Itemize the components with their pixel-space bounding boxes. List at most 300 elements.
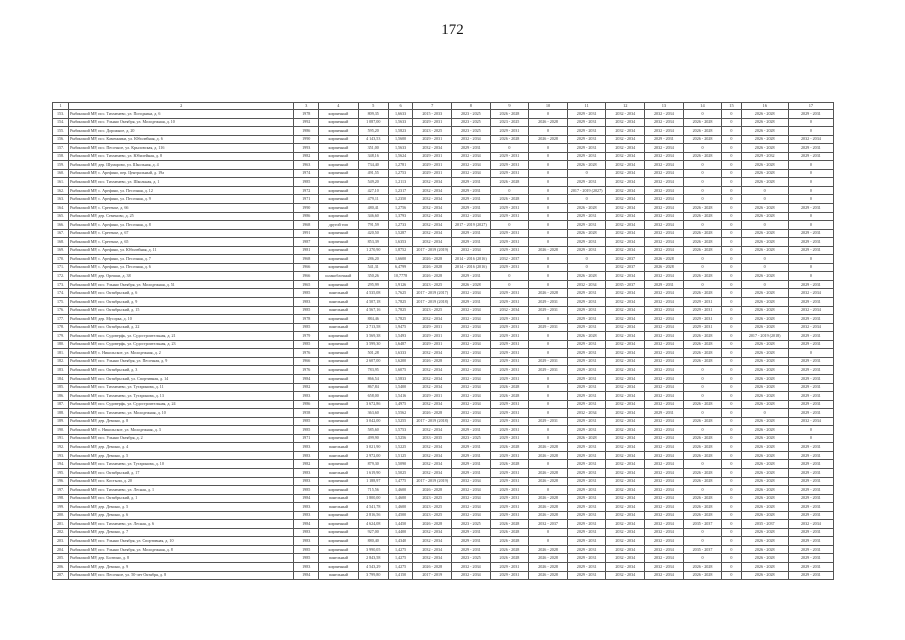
- table-cell: 2029 - 2031: [490, 289, 529, 298]
- table-cell: 2032 - 2034: [645, 571, 684, 580]
- table-cell: 2023 - 2025: [413, 306, 452, 315]
- table-cell: 0: [722, 374, 741, 383]
- table-cell: 2026 - 2028: [413, 263, 452, 272]
- table-cell: 2032 - 2034: [645, 152, 684, 161]
- table-cell: 2032 - 2034: [606, 392, 645, 401]
- table-cell: 0: [529, 400, 568, 409]
- row-number-cell: 200.: [53, 511, 69, 520]
- address-cell: Рыбинский МР, дер. Демино, д. 8: [69, 417, 294, 426]
- table-cell: 2023 - 2025: [413, 127, 452, 136]
- table-cell: 2032 - 2034: [645, 306, 684, 315]
- address-cell: Рыбинский МР, пос. Тихменево, ул. Лесная, д. 1: [69, 486, 294, 495]
- column-number-cell: 8: [452, 103, 491, 110]
- table-cell: 2029 - 2031: [490, 374, 529, 383]
- table-cell: 0: [683, 366, 722, 375]
- table-cell: 1985: [294, 178, 319, 187]
- table-cell: 0: [567, 195, 606, 204]
- table-cell: 2032 - 2034: [606, 204, 645, 213]
- table-cell: 2026 - 2028: [490, 554, 529, 563]
- table-cell: 2023 - 2025: [452, 434, 491, 443]
- table-cell: 2032 - 2034: [645, 238, 684, 247]
- table-cell: кирпичный: [319, 169, 359, 178]
- table-cell: 0: [722, 468, 741, 477]
- table-cell: 2029 - 2031: [567, 426, 606, 435]
- table-cell: 2026 - 2028: [683, 357, 722, 366]
- table-cell: 0: [722, 272, 741, 281]
- table-cell: 2029 - 2031: [452, 426, 491, 435]
- table-cell: 1985: [294, 289, 319, 298]
- table-cell: 2026 - 2028: [529, 135, 568, 144]
- table-row: [53, 426, 834, 435]
- table-row: [53, 186, 834, 195]
- table-cell: 2032 - 2034: [788, 306, 833, 315]
- table-cell: 809,35: [358, 110, 388, 119]
- table-cell: 2026 - 2028: [490, 443, 529, 452]
- table-cell: 2026 - 2028: [741, 306, 788, 315]
- table-cell: 2029 - 2031: [567, 246, 606, 255]
- table-cell: 2026 - 2028: [683, 152, 722, 161]
- table-cell: 595,20: [358, 127, 388, 136]
- table-cell: 2032 - 2034: [645, 392, 684, 401]
- table-cell: 2029 - 2031: [567, 238, 606, 247]
- table-cell: 2029 - 2031: [788, 537, 833, 546]
- table-cell: 1,2753: [388, 169, 413, 178]
- table-cell: 0: [741, 186, 788, 195]
- table-cell: 2026 - 2028: [413, 520, 452, 529]
- table-cell: 2029 - 2031: [788, 486, 833, 495]
- table-cell: 2035 - 2037: [606, 280, 645, 289]
- address-cell: Рыбинский МР, пос. Октябрьский, ул. Спортивная, д. 14: [69, 374, 294, 383]
- address-cell: Рыбинский МР, пос. Песочное, ул. Крыловская, д. 116: [69, 144, 294, 153]
- table-cell: 1,5400: [388, 383, 413, 392]
- table-cell: 2026 - 2028: [741, 135, 788, 144]
- address-cell: Рыбинский МР, пос. Октябрьский, д. 9: [69, 298, 294, 307]
- table-cell: 2029 - 2031: [645, 280, 684, 289]
- table-cell: 1990: [294, 204, 319, 213]
- table-cell: 2029 - 2031: [567, 357, 606, 366]
- table-cell: 2032 - 2034: [606, 315, 645, 324]
- table-cell: 0: [788, 186, 833, 195]
- table-cell: 2029 - 2031: [490, 349, 529, 358]
- table-cell: 2032 - 2034: [606, 298, 645, 307]
- table-cell: 2032 - 2034: [452, 340, 491, 349]
- table-cell: 2026 - 2028: [741, 383, 788, 392]
- table-cell: 2029 - 2031: [645, 135, 684, 144]
- table-cell: 2029 - 2031: [413, 392, 452, 401]
- table-cell: панельный: [319, 494, 359, 503]
- column-number-cell: 13: [645, 103, 684, 110]
- table-cell: 2029 - 2031: [567, 486, 606, 495]
- table-cell: 3 599,30: [358, 340, 388, 349]
- address-cell: Рыбинский МР, пос. Тихменево, ул. Лесная, д. 6: [69, 520, 294, 529]
- table-cell: 2032 - 2034: [606, 486, 645, 495]
- table-cell: 4 543,29: [358, 562, 388, 571]
- table-cell: 1,8752: [388, 246, 413, 255]
- table-cell: 1,7825: [388, 315, 413, 324]
- table-cell: кирпичный: [319, 238, 359, 247]
- table-cell: 0: [683, 409, 722, 418]
- table-cell: 2032 - 2034: [645, 289, 684, 298]
- table-cell: 1,4275: [388, 562, 413, 571]
- table-cell: 2 607,00: [358, 357, 388, 366]
- table-cell: 2026 - 2028: [683, 229, 722, 238]
- table-cell: 2029 - 2031: [788, 144, 833, 153]
- table-cell: 2029 - 2031: [567, 400, 606, 409]
- table-cell: 2032 - 2034: [645, 357, 684, 366]
- table-cell: 2029 - 2031: [788, 298, 833, 307]
- table-cell: 2032 - 2034: [645, 494, 684, 503]
- table-row: [53, 357, 834, 366]
- table-cell: 1,5225: [388, 443, 413, 452]
- table-cell: 2029 - 2031: [452, 545, 491, 554]
- table-cell: 2032 - 2034: [645, 366, 684, 375]
- table-cell: 2032 - 2034: [645, 272, 684, 281]
- table-cell: кирпичный: [319, 400, 359, 409]
- table-cell: 2029 - 2031: [490, 468, 529, 477]
- table-cell: 2029 - 2031: [490, 503, 529, 512]
- address-cell: Рыбинский МР, пос. Судоверфь, ул. Судостроительная, д. 23: [69, 340, 294, 349]
- table-cell: 0: [722, 460, 741, 469]
- table-cell: 0: [722, 477, 741, 486]
- table-cell: 1,4975: [388, 400, 413, 409]
- table-cell: 350,26: [358, 272, 388, 281]
- table-cell: 2032 - 2034: [452, 374, 491, 383]
- table-cell: 499,90: [358, 434, 388, 443]
- table-cell: 2032 - 2034: [413, 178, 452, 187]
- table-cell: 2029 - 2031: [490, 562, 529, 571]
- table-cell: 2029 - 2031: [788, 511, 833, 520]
- table-cell: 1,5125: [388, 451, 413, 460]
- table-cell: 4 507,18: [358, 298, 388, 307]
- table-cell: 2026 - 2028: [529, 571, 568, 580]
- table-cell: 2032 - 2034: [413, 229, 452, 238]
- table-cell: 0: [722, 186, 741, 195]
- table-cell: 2029 - 2031: [567, 571, 606, 580]
- table-cell: 2029 - 2031: [490, 127, 529, 136]
- table-cell: 2029 - 2031: [788, 280, 833, 289]
- column-number-cell: 5: [358, 103, 388, 110]
- table-row: [53, 238, 834, 247]
- table-cell: 2029 - 2031: [490, 340, 529, 349]
- table-cell: 0: [722, 195, 741, 204]
- table-cell: 0: [722, 152, 741, 161]
- table-cell: 2 843,58: [358, 554, 388, 563]
- table-cell: кирпичный: [319, 144, 359, 153]
- table-cell: 2032 - 2034: [606, 434, 645, 443]
- table-cell: 0: [683, 169, 722, 178]
- table-cell: кирпичный: [319, 186, 359, 195]
- table-cell: 2032 - 2034: [452, 289, 491, 298]
- table-row: [53, 383, 834, 392]
- table-cell: 0: [788, 127, 833, 136]
- table-cell: 1,9475: [388, 323, 413, 332]
- table-cell: 0: [529, 460, 568, 469]
- table-cell: 2029 - 2031: [452, 537, 491, 546]
- table-cell: 2026 - 2028: [529, 246, 568, 255]
- table-cell: 2029 - 2031: [567, 144, 606, 153]
- table-cell: 1991: [294, 229, 319, 238]
- table-cell: 2026 - 2028: [683, 272, 722, 281]
- table-cell: 2032 - 2034: [606, 186, 645, 195]
- table-cell: 2029 - 2031: [490, 486, 529, 495]
- table-cell: 853,39: [358, 238, 388, 247]
- table-row: [53, 468, 834, 477]
- table-cell: 3 799,80: [358, 571, 388, 580]
- table-cell: 0: [722, 537, 741, 546]
- table-row: [53, 451, 834, 460]
- table-cell: 0: [741, 280, 788, 289]
- table-cell: 363,60: [358, 409, 388, 418]
- table-cell: 2026 - 2028: [683, 127, 722, 136]
- table-cell: 2026 - 2028: [645, 263, 684, 272]
- row-number-cell: 204.: [53, 545, 69, 554]
- table-cell: 0: [722, 383, 741, 392]
- table-cell: панельный: [319, 289, 359, 298]
- table-cell: 1983: [294, 503, 319, 512]
- table-row: [53, 169, 834, 178]
- table-cell: 0: [722, 349, 741, 358]
- table-cell: панельный: [319, 298, 359, 307]
- table-row: [53, 571, 834, 580]
- table-cell: 2032 - 2034: [452, 349, 491, 358]
- table-cell: 2029 - 2031: [788, 494, 833, 503]
- table-cell: 0: [722, 434, 741, 443]
- row-number-cell: 197.: [53, 486, 69, 495]
- table-cell: 1,2733: [388, 221, 413, 230]
- table-cell: 2029 - 2031: [683, 315, 722, 324]
- table-cell: 2029 - 2031: [567, 511, 606, 520]
- table-cell: 2033 - 2035: [413, 434, 452, 443]
- table-cell: 1,4150: [388, 571, 413, 580]
- table-cell: 0: [683, 392, 722, 401]
- row-number-cell: 166.: [53, 221, 69, 230]
- table-cell: 2032 - 2034: [606, 178, 645, 187]
- table-cell: 1983: [294, 392, 319, 401]
- table-cell: 2029 - 2031: [788, 571, 833, 580]
- table-cell: 1,6600: [388, 255, 413, 264]
- table-cell: 2032 - 2034: [606, 417, 645, 426]
- table-row: [53, 562, 834, 571]
- table-cell: 2032 - 2034: [452, 417, 491, 426]
- table-cell: 1983: [294, 528, 319, 537]
- table-cell: 1,2317: [388, 186, 413, 195]
- table-cell: 1,2756: [388, 204, 413, 213]
- table-cell: 0: [788, 255, 833, 264]
- address-cell: Рыбинский МР, дер. Демино, д. 7: [69, 528, 294, 537]
- table-cell: 0: [722, 229, 741, 238]
- table-cell: 2029 - 2031: [788, 383, 833, 392]
- table-row: [53, 409, 834, 418]
- table-cell: 2032 - 2034: [413, 468, 452, 477]
- table-cell: 2026 - 2028: [683, 503, 722, 512]
- table-cell: 1992: [294, 118, 319, 127]
- table-cell: 0: [490, 186, 529, 195]
- table-cell: 1,6633: [388, 110, 413, 119]
- table-cell: 2032 - 2034: [645, 374, 684, 383]
- table-cell: 0: [683, 280, 722, 289]
- table-cell: 2032 - 2034: [606, 349, 645, 358]
- table-cell: 2029 - 2031: [567, 152, 606, 161]
- table-cell: 2032 - 2034: [645, 169, 684, 178]
- table-cell: 1,4600: [388, 503, 413, 512]
- column-number-cell: 6: [388, 103, 413, 110]
- table-row: [53, 161, 834, 170]
- table-cell: 2029 - 2031: [645, 409, 684, 418]
- table-cell: 0: [722, 511, 741, 520]
- table-cell: 2026 - 2028: [741, 298, 788, 307]
- table-cell: кирпичный: [319, 263, 359, 272]
- table-cell: панельный: [319, 503, 359, 512]
- table-row: [53, 392, 834, 401]
- address-cell: Рыбинский МР, пос. Октябрьский, д. 3: [69, 366, 294, 375]
- table-cell: 0: [722, 417, 741, 426]
- table-cell: кирпичный: [319, 255, 359, 264]
- table-cell: 2026 - 2028: [490, 528, 529, 537]
- table-cell: 2029 - 2031: [788, 400, 833, 409]
- table-cell: 491,55: [358, 169, 388, 178]
- table-cell: 2032 - 2034: [413, 204, 452, 213]
- table-cell: кирпичный: [319, 204, 359, 213]
- table-cell: 0: [788, 169, 833, 178]
- row-number-cell: 176.: [53, 306, 69, 315]
- address-cell: Рыбинский МР, пос. Судоверфь, ул. Судостроительная, д. 24: [69, 400, 294, 409]
- table-cell: 1986: [294, 400, 319, 409]
- table-cell: 0: [722, 340, 741, 349]
- table-cell: 2032 - 2034: [606, 272, 645, 281]
- table-cell: 2029 - 2031: [452, 195, 491, 204]
- table-cell: 2014 - 2016 (2016): [452, 263, 491, 272]
- table-cell: 1987: [294, 238, 319, 247]
- table-cell: 2032 - 2034: [645, 332, 684, 341]
- table-cell: 2017 - 2019 (2018): [741, 332, 788, 341]
- table-cell: 2026 - 2028: [741, 169, 788, 178]
- table-cell: 2026 - 2028: [741, 486, 788, 495]
- table-cell: 2026 - 2028: [490, 195, 529, 204]
- table-cell: 0: [722, 263, 741, 272]
- table-cell: 1,4275: [388, 554, 413, 563]
- address-cell: Рыбинский МР, пос. Октябрьский, д. 6: [69, 289, 294, 298]
- table-cell: 2029 - 2031: [788, 468, 833, 477]
- table-cell: 2029 - 2031: [490, 229, 529, 238]
- table-cell: 2026 - 2028: [741, 537, 788, 546]
- table-cell: 2032 - 2034: [606, 212, 645, 221]
- table-cell: 2032 - 2034: [606, 554, 645, 563]
- row-number-cell: 183.: [53, 366, 69, 375]
- table-cell: 2029 - 2031: [683, 306, 722, 315]
- table-cell: 2032 - 2034: [645, 451, 684, 460]
- table-cell: 1985: [294, 426, 319, 435]
- row-number-cell: 189.: [53, 417, 69, 426]
- table-cell: 1 188,97: [358, 477, 388, 486]
- table-cell: 1,4600: [388, 494, 413, 503]
- row-number-cell: 173.: [53, 280, 69, 289]
- table-cell: 4 624,08: [358, 520, 388, 529]
- table-cell: 2015 - 2033: [413, 110, 452, 119]
- address-cell: Рыбинский МР, пос. Октябрьский, д. 1: [69, 494, 294, 503]
- table-cell: 2026 - 2028: [683, 477, 722, 486]
- table-cell: 2029 - 2031: [452, 229, 491, 238]
- table-cell: 0: [788, 272, 833, 281]
- table-cell: 0: [529, 374, 568, 383]
- table-cell: кирпичный: [319, 135, 359, 144]
- table-cell: 4 143,53: [358, 135, 388, 144]
- table-cell: 2026 - 2028: [741, 323, 788, 332]
- table-cell: 0: [722, 357, 741, 366]
- table-cell: 2029 - 2031: [490, 494, 529, 503]
- table-cell: 2032 - 2034: [606, 409, 645, 418]
- address-cell: Рыбинский МР, пос. Судоверфь, ул. Судостроительная, д. 21: [69, 332, 294, 341]
- row-number-cell: 202.: [53, 528, 69, 537]
- table-cell: 2032 - 2034: [788, 323, 833, 332]
- table-cell: 0: [529, 178, 568, 187]
- table-cell: 2032 - 2034: [413, 460, 452, 469]
- table-cell: 2026 - 2028: [683, 562, 722, 571]
- table-cell: 2032 - 2034: [645, 195, 684, 204]
- table-cell: 0: [529, 255, 568, 264]
- table-cell: 1,4600: [388, 486, 413, 495]
- table-cell: 0: [529, 486, 568, 495]
- table-cell: 1 800,00: [358, 494, 388, 503]
- row-number-cell: 169.: [53, 246, 69, 255]
- table-cell: 0: [722, 161, 741, 170]
- table-cell: 2 713,58: [358, 323, 388, 332]
- table-cell: 0: [529, 144, 568, 153]
- table-cell: 2017 - 2019 (2017): [413, 289, 452, 298]
- table-cell: 2029 - 2031: [567, 562, 606, 571]
- table-cell: 0: [529, 238, 568, 247]
- table-cell: 0: [529, 161, 568, 170]
- table-cell: 2032 - 2034: [606, 357, 645, 366]
- table-cell: 0: [529, 152, 568, 161]
- table-cell: 2029 - 2031: [567, 451, 606, 460]
- table-cell: 2032 - 2034: [645, 434, 684, 443]
- table-cell: 1984: [294, 494, 319, 503]
- table-cell: 2029 - 2031: [490, 246, 529, 255]
- table-cell: 1982: [294, 152, 319, 161]
- table-cell: 2029 - 2031: [788, 503, 833, 512]
- table-row: [53, 434, 834, 443]
- table-cell: 2032 - 2034: [606, 374, 645, 383]
- table-cell: 2026 - 2028: [529, 468, 568, 477]
- address-cell: Рыбинский МР, дер. Орешки, д. 38: [69, 272, 294, 281]
- table-cell: 2017 - 2019 (2027): [567, 186, 606, 195]
- table-cell: 2032 - 2034: [606, 332, 645, 341]
- table-cell: 2029 - 2031: [567, 306, 606, 315]
- table-cell: 2032 - 2034: [645, 186, 684, 195]
- row-number-cell: 194.: [53, 460, 69, 469]
- table-cell: 2029 - 2031: [788, 460, 833, 469]
- table-cell: 1983: [294, 537, 319, 546]
- table-cell: 2032 - 2034: [606, 238, 645, 247]
- table-cell: кирпичный: [319, 511, 359, 520]
- table-cell: 2032 - 2034: [413, 221, 452, 230]
- table-cell: 1979: [294, 332, 319, 341]
- table-cell: 2029 - 2031: [683, 298, 722, 307]
- table-row: [53, 212, 834, 221]
- table-cell: 0: [683, 195, 722, 204]
- table-cell: 0: [741, 195, 788, 204]
- table-cell: 2014 - 2016 (2016): [452, 255, 491, 264]
- table-cell: 2026 - 2028: [741, 562, 788, 571]
- table-cell: 1968: [294, 255, 319, 264]
- table-cell: 2032 - 2034: [413, 400, 452, 409]
- row-number-cell: 198.: [53, 494, 69, 503]
- table-cell: 0: [683, 144, 722, 153]
- table-cell: 2029 - 2031: [567, 545, 606, 554]
- address-cell: Рыбинский МР, пос. Каменники, ул. Юбилейная, д. 6: [69, 135, 294, 144]
- row-number-cell: 187.: [53, 400, 69, 409]
- table-cell: 0: [722, 289, 741, 298]
